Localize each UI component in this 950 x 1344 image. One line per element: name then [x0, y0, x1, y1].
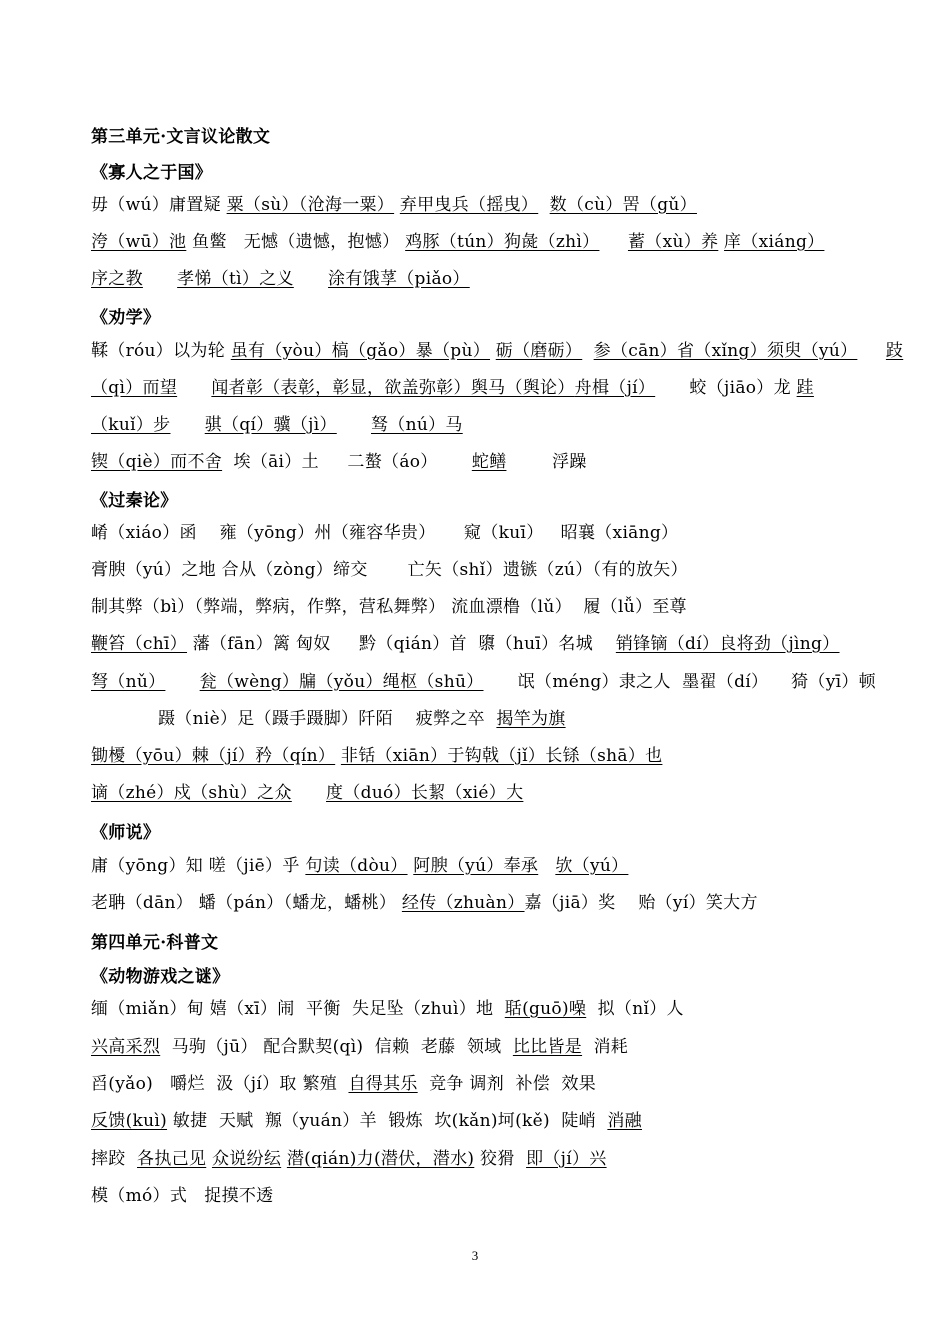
vocab-item: 羱（yuán）羊: [264, 1111, 377, 1131]
vocab-item: 比比皆是: [512, 1037, 583, 1057]
vocab-item: 跂: [885, 341, 904, 361]
vocab-item: 弩（nǔ）: [91, 672, 166, 692]
vocab-item: 嚼烂: [170, 1074, 205, 1094]
text-title: 《动物游戏之谜》: [91, 967, 230, 987]
vocab-line: [91, 451, 587, 473]
vocab-line: [91, 1110, 642, 1132]
vocab-item: 雍（yōng）州（雍容华贵）: [219, 523, 436, 543]
vocab-item: 句读（dòu）: [305, 856, 408, 876]
vocab-line: [91, 522, 678, 544]
vocab-item: 阿腴（yú）奉承: [413, 856, 539, 876]
vocab-item: 鱼鳖: [186, 232, 233, 252]
vocab-item: 领域: [466, 1037, 502, 1057]
vocab-item: 舟楫（jí）: [574, 378, 656, 398]
text-title: 《过秦论》: [91, 491, 178, 511]
vocab-item: 蛇鳝: [471, 452, 507, 472]
vocab-item: 隳（huī）名城: [478, 634, 594, 654]
vocab-item: 天赋: [218, 1111, 254, 1131]
vocab-item: 膏腴（yú）之地 合从（zòng）缔交: [91, 560, 368, 580]
vocab-item: 各执己见: [137, 1149, 207, 1169]
vocab-item: 亡矢（shǐ）遗镞（zú）（有的放矢）: [407, 560, 688, 580]
vocab-item: 缅（miǎn）甸: [91, 999, 205, 1019]
vocab-line: [91, 414, 463, 436]
vocab-item: 流血漂橹（lǔ）: [451, 597, 572, 617]
vocab-item: 锲（qiè）而不舍: [91, 452, 223, 472]
vocab-item: 闻者彰（表彰，彰显，欲盖弥彰）舆马（舆论）: [211, 378, 575, 398]
vocab-item: 驽（nú）马: [371, 415, 463, 435]
vocab-item: 弃甲曳兵（摇曳）: [399, 195, 539, 215]
vocab-item: 氓（méng）隶之人: [517, 672, 671, 692]
vocab-line: [91, 998, 684, 1020]
vocab-item: 贻（yí）笑大方: [638, 893, 758, 913]
vocab-item: 自得其乐: [348, 1074, 418, 1094]
vocab-item: 调剂: [469, 1074, 505, 1094]
vocab-line: [91, 377, 814, 399]
vocab-item: 效果: [561, 1074, 597, 1094]
vocab-item: 消耗: [593, 1037, 629, 1057]
vocab-item: （kuǐ）步: [91, 415, 171, 435]
vocab-item: 鞭笞（chī）: [91, 634, 188, 654]
vocab-line: [158, 708, 566, 730]
vocab-item: 孝悌（tì）之义: [177, 269, 294, 289]
vocab-item: 窥（kuī）: [464, 523, 544, 543]
vocab-item: 蟠（pán）（蟠龙，蟠桃）: [198, 893, 397, 913]
vocab-line: [91, 745, 662, 767]
vocab-item: 繁殖: [302, 1074, 338, 1094]
vocab-item: 瓮（wèng）牖（yǒu）绳枢（shū）: [199, 672, 484, 692]
vocab-item: 众说纷纭: [211, 1149, 282, 1169]
vocab-item: 欤（yú）: [555, 856, 629, 876]
vocab-item: 锄櫌（yōu）棘（jí）矜（qín）: [91, 746, 336, 766]
vocab-item: 骐（qí）骥（jì）: [204, 415, 337, 435]
vocab-item: 敏捷: [172, 1111, 208, 1131]
text-title: 《师说》: [91, 823, 161, 843]
vocab-item: 浮躁: [552, 452, 587, 472]
vocab-item: 毋（wú）庸置疑: [91, 195, 221, 215]
vocab-item: 锻炼: [388, 1111, 423, 1131]
vocab-item: 摔跤: [91, 1149, 126, 1169]
vocab-item: 涂有饿莩（piǎo）: [328, 269, 470, 289]
vocab-line: [91, 596, 687, 618]
vocab-item: 鸡豚（tún）狗彘（zhì）: [405, 232, 600, 252]
vocab-item: 老聃（dān）: [91, 893, 194, 913]
vocab-item: 舀(yǎo): [91, 1074, 154, 1094]
vocab-item: （qì）而望: [91, 378, 178, 398]
vocab-item: 蓄（xù）养: [627, 232, 719, 252]
vocab-item: 蛟（jiāo）龙: [689, 378, 797, 398]
vocab-item: 陡峭: [561, 1111, 596, 1131]
vocab-item: 模（mó）式: [91, 1186, 188, 1206]
vocab-item: 数（cù）罟（gǔ）: [549, 195, 697, 215]
vocab-line: [91, 1148, 607, 1170]
vocab-item: 补偿: [515, 1074, 551, 1094]
vocab-item: 度（duó）长絜（xié）大: [326, 783, 524, 803]
vocab-item: 粟（sù）（沧海一粟）: [226, 195, 395, 215]
text-title: 《劝学》: [91, 308, 161, 328]
vocab-item: 参（cān）省（xǐng）须臾（yú）: [593, 341, 858, 361]
vocab-item: 潜(qián)力(潜伏，潜水): [286, 1149, 475, 1169]
vocab-item: 拟（nǐ）人: [597, 999, 684, 1019]
vocab-item: 埃（āi）土: [233, 452, 319, 472]
vocab-line: [91, 340, 903, 362]
vocab-item: 揭竿为旗: [496, 709, 566, 729]
vocab-line: [91, 559, 688, 581]
vocab-item: 二螯（áo）: [347, 452, 438, 472]
vocab-item: 销锋镝（dí）良将劲（jìng）: [615, 634, 840, 654]
vocab-item: 虽有（yòu）槁（gǎo）暴（pù）: [230, 341, 491, 361]
vocab-item: 猗（yī）顿: [791, 672, 876, 692]
vocab-item: 平衡: [306, 999, 341, 1019]
vocab-item: 昭襄（xiāng）: [560, 523, 679, 543]
vocab-line: [91, 194, 697, 216]
vocab-item: 崤（xiáo）函: [91, 523, 197, 543]
vocab-item: 信赖: [374, 1037, 410, 1057]
vocab-line: [91, 231, 824, 253]
vocab-item: 序之教: [91, 269, 143, 289]
vocab-item: 制其弊（bì）（弊端，弊病，作弊，营私舞弊）: [91, 597, 446, 617]
vocab-line: [91, 1185, 273, 1207]
vocab-line: [91, 782, 523, 804]
vocab-line: [91, 1036, 628, 1058]
vocab-item: 蹑（niè）足（蹑手蹑脚）阡陌: [158, 709, 393, 729]
vocab-item: 反馈(kuì): [91, 1111, 168, 1131]
vocab-item: 狡猾: [480, 1149, 515, 1169]
vocab-item: 捉摸不透: [204, 1186, 274, 1206]
vocab-item: 消融: [607, 1111, 642, 1131]
vocab-item: 竞争: [429, 1074, 464, 1094]
vocab-item: 经传（zhuàn）: [401, 893, 525, 913]
vocab-item: 跬: [796, 378, 814, 398]
vocab-item: 配合默契(qì): [263, 1037, 364, 1057]
vocab-line: [91, 892, 758, 914]
vocab-item: 嘉（jiā）奖: [524, 893, 616, 913]
vocab-line: [91, 633, 840, 655]
vocab-item: 马驹（jū）: [171, 1037, 258, 1057]
unit-heading: 第四单元·科普文: [91, 933, 219, 953]
vocab-line: [91, 1073, 596, 1095]
vocab-item: 失足坠（zhuì）地: [352, 999, 494, 1019]
vocab-item: 砺（磨砺）: [495, 341, 583, 361]
vocab-item: 无憾（遗憾，抱憾）: [232, 232, 400, 252]
vocab-item: 聒(guō)噪: [504, 999, 587, 1019]
vocab-line: [91, 855, 628, 877]
vocab-item: 汲（jí）取: [216, 1074, 297, 1094]
vocab-item: 兴高采烈: [91, 1037, 161, 1057]
vocab-item: 墨翟（dí）: [682, 672, 769, 692]
vocab-item: 黔（qián）首: [359, 634, 467, 654]
vocab-item: 履（lǚ）至尊: [583, 597, 687, 617]
text-title: 《寡人之于国》: [91, 163, 213, 183]
unit-heading: 第三单元·文言议论散文: [91, 127, 271, 147]
vocab-line: [91, 268, 470, 290]
vocab-item: 庸（yōng）知 嗟（jiē）乎: [91, 856, 300, 876]
vocab-item: 疲弊之卒: [415, 709, 485, 729]
vocab-item: 庠（xiáng）: [724, 232, 825, 252]
vocab-item: 谪（zhé）戍（shù）之众: [91, 783, 292, 803]
vocab-item: 坎(kǎn)坷(kě): [434, 1111, 550, 1131]
vocab-item: 非铦（xiān）于钩戟（jǐ）长铩（shā）也: [340, 746, 663, 766]
vocab-item: 嬉（xī）闹: [209, 999, 295, 1019]
vocab-item: 老藤: [420, 1037, 456, 1057]
page-number: 3: [471, 1248, 479, 1263]
vocab-item: 即（jí）兴: [526, 1149, 607, 1169]
vocab-item: 鞣（róu）以为轮: [91, 341, 226, 361]
vocab-line: [91, 671, 876, 693]
vocab-item: 藩（fān）篱 匈奴: [192, 634, 331, 654]
vocab-item: 洿（wū）池: [91, 232, 187, 252]
